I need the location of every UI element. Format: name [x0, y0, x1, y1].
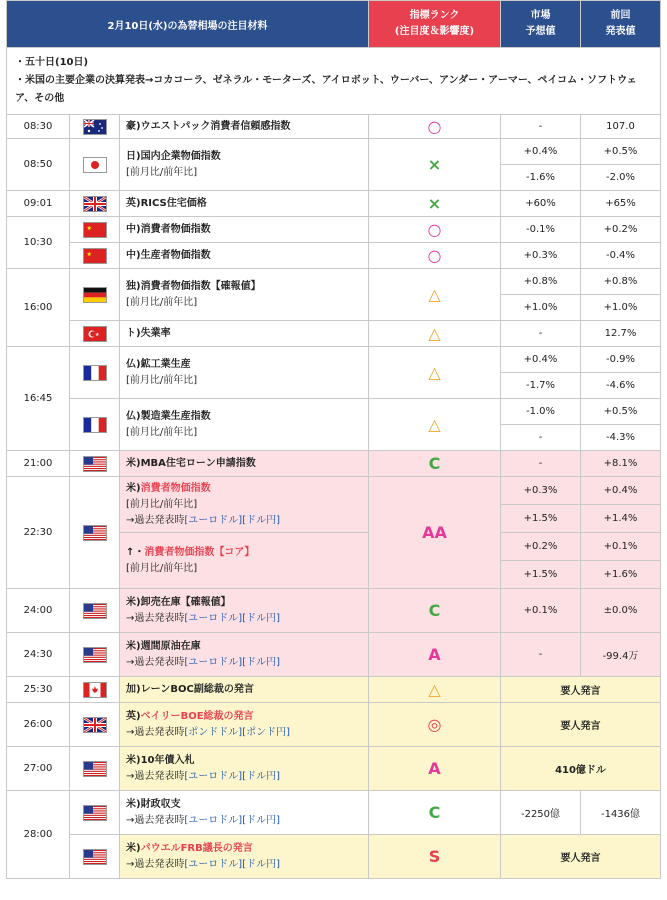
svg-text:★: ★: [94, 331, 99, 338]
table-row: 27:00 米)10年債入札 →過去発表時[ユーロドル][ドル円] A 410億ドル: [7, 747, 661, 791]
table-row: 24:00 米)卸売在庫【確報値】 →過去発表時[ユーロドル][ドル円] C +0.1% ±0.0%: [7, 589, 661, 633]
link-usdjpy[interactable]: [ドル円]: [242, 514, 281, 526]
table-row: 26:00 英)ベイリーBOE総裁の発言 →過去発表時[ポンドドル][ポンド円] ◎ 要人発言: [7, 703, 661, 747]
header-previous: 前回 発表値: [581, 1, 661, 48]
flag-turkey-icon: [83, 326, 107, 342]
flag-usa-icon: [83, 849, 107, 865]
time-cell: 08:30: [7, 115, 70, 139]
table-row: 09:01 英)RICS住宅価格 × +60% +65%: [7, 191, 661, 217]
rank-cell: ○: [369, 115, 501, 139]
table-row: 25:30 加)レーンBOC副総裁の発言 △ 要人発言: [7, 677, 661, 703]
table-row: 16:00 独)消費者物価指数【確報値】 [前月比/前年比] △ +0.8% +0.8%: [7, 269, 661, 295]
link-eurusd[interactable]: [ユーロドル]: [184, 814, 243, 826]
flag-germany-icon: [83, 287, 107, 303]
link-gbpjpy[interactable]: [ポンド円]: [242, 726, 291, 738]
table-row: +1.0% +1.0%: [7, 295, 661, 321]
table-row: -1.6% -2.0%: [7, 165, 661, 191]
notes-line-1: ・五十日(10日): [15, 57, 89, 68]
data-table: [6, 0, 660, 879]
table-row: - -4.3%: [7, 425, 661, 451]
svg-text:★: ★: [86, 224, 92, 232]
table-row: 仏)製造業生産指数 [前月比/前年比] △ -1.0% +0.5%: [7, 399, 661, 425]
flag-china-icon: [83, 222, 107, 238]
svg-text:★: ★: [86, 250, 92, 258]
flag-australia-icon: [83, 119, 107, 135]
table-row: ↑・消費者物価指数【コア】 [前月比/前年比] +0.2% +0.1%: [7, 533, 661, 561]
table-row: 24:30 米)週間原油在庫 →過去発表時[ユーロドル][ドル円] A - -99.4万: [7, 633, 661, 677]
table-row: 22:30 米)消費者物価指数 [前月比/前年比] →過去発表時[ユーロドル][ドル円] AA +0.3% +0.4%: [7, 477, 661, 505]
table-row: 08:50 日)国内企業物価指数 [前月比/前年比] × +0.4% +0.5%: [7, 139, 661, 165]
link-usdjpy[interactable]: [ドル円]: [242, 858, 281, 870]
link-usdjpy[interactable]: [ドル円]: [242, 814, 281, 826]
flag-usa-icon: [83, 647, 107, 663]
flag-uk-icon: [83, 196, 107, 212]
table-row: 28:00 米)財政収支 →過去発表時[ユーロドル][ドル円] C -2250億 -1436億: [7, 791, 661, 835]
flag-usa-icon: [83, 603, 107, 619]
table-row: 米)パウエルFRB議長の発言 →過去発表時[ユーロドル][ドル円] S 要人発言: [7, 835, 661, 879]
table-row: 21:00 米)MBA住宅ローン申請指数 C - +8.1%: [7, 451, 661, 477]
link-gbpusd[interactable]: [ポンドドル]: [184, 726, 243, 738]
link-usdjpy[interactable]: [ドル円]: [242, 612, 281, 624]
header-row: [7, 1, 661, 48]
link-usdjpy[interactable]: [ドル円]: [242, 656, 281, 668]
table-row: ★ 中)生産者物価指数 ○ +0.3% -0.4%: [7, 243, 661, 269]
notes: [7, 48, 661, 115]
page-title: 2月10日(水)の為替相場の注目材料: [7, 1, 369, 48]
link-eurusd[interactable]: [ユーロドル]: [184, 656, 243, 668]
link-eurusd[interactable]: [ユーロドル]: [184, 514, 243, 526]
flag-usa-icon: [83, 761, 107, 777]
header-forecast: 市場 予想値: [501, 1, 581, 48]
header-rank: 指標ランク (注目度＆影響度): [369, 1, 501, 48]
table-row: ★ ト)失業率 △ - 12.7%: [7, 321, 661, 347]
link-eurusd[interactable]: [ユーロドル]: [184, 770, 243, 782]
table-row: -1.7% -4.6%: [7, 373, 661, 399]
flag-usa-icon: [83, 525, 107, 541]
flag-japan-icon: [83, 157, 107, 173]
table-row: +1.5% +1.4%: [7, 505, 661, 533]
flag-usa-icon: [83, 805, 107, 821]
flag-canada-icon: [83, 682, 107, 698]
flag-france-icon: [83, 365, 107, 381]
flag-usa-icon: [83, 456, 107, 472]
link-eurusd[interactable]: [ユーロドル]: [184, 858, 243, 870]
table-row: 16:45 仏)鉱工業生産 [前月比/前年比] △ +0.4% -0.9%: [7, 347, 661, 373]
table-row: 08:30 豪)ウエストパック消費者信頼感指数 ○ - 107.0: [7, 115, 661, 139]
notes-line-2: ・米国の主要企業の決算発表→コカコーラ、ゼネラル・モーターズ、アイロボット、ウーバー、アンダー・アーマー、ペイコム・ソフトウェア、その他: [15, 75, 637, 104]
flag-china-icon: [83, 248, 107, 264]
table-row: +1.5% +1.6%: [7, 561, 661, 589]
table-row: 10:30 ★ 中)消費者物価指数 ○ -0.1% +0.2%: [7, 217, 661, 243]
link-usdjpy[interactable]: [ドル円]: [242, 770, 281, 782]
flag-uk-icon: [83, 717, 107, 733]
flag-france-icon: [83, 417, 107, 433]
link-eurusd[interactable]: [ユーロドル]: [184, 612, 243, 624]
notes-row: [7, 48, 661, 115]
